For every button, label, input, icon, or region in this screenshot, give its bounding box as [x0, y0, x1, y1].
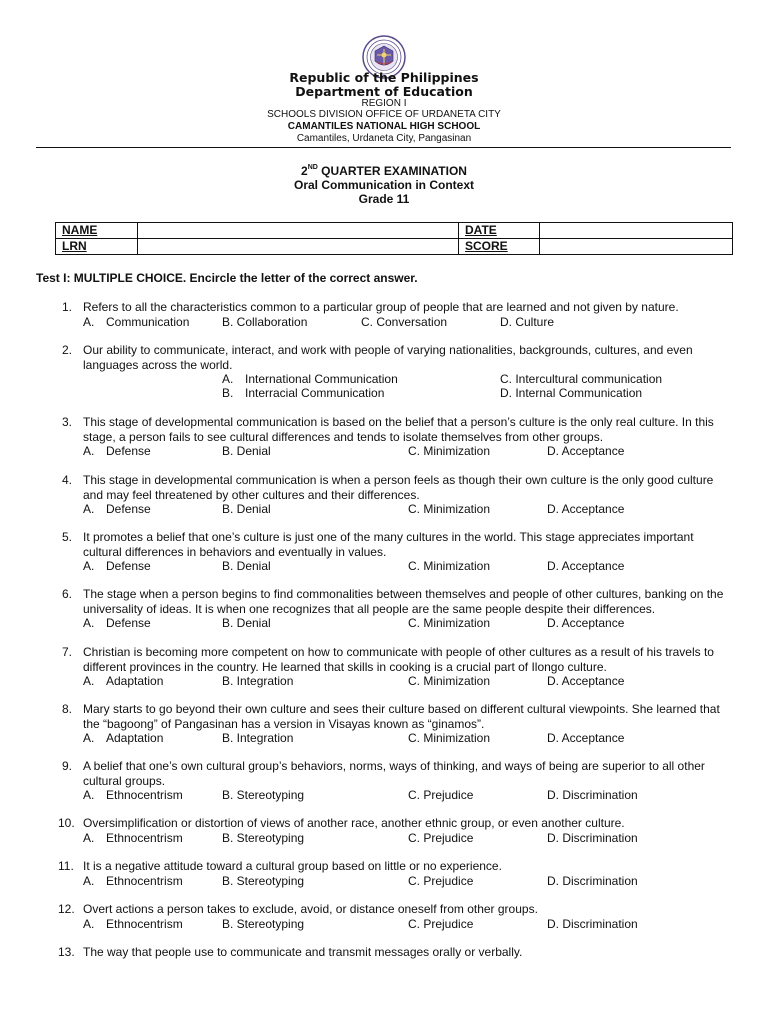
question-number: 13. [58, 945, 75, 959]
option-a[interactable] [83, 559, 151, 574]
question-text: The way that people use to communicate and transmit messages orally or verbally. [83, 945, 523, 959]
option-d[interactable]: D. Discrimination [547, 916, 638, 931]
answer-options [0, 502, 768, 517]
header-division: SCHOOLS DIVISION OFFICE OF URDANETA CITY [267, 109, 501, 120]
option-b[interactable]: B. Denial [222, 443, 271, 458]
option-a-letter: A. [83, 501, 95, 516]
question-number: 3. [61, 415, 72, 429]
option-a-text: Defense [106, 558, 151, 573]
option-b[interactable]: B. Denial [222, 615, 271, 630]
option-d[interactable]: D. Culture [500, 314, 555, 329]
student-info-table [55, 222, 733, 255]
question-text: This stage of developmental communication is based on the belief that a person’s culture is the only real culture. In this stage, a person fails to see cultural differences and tends to isolate themselves from other groups. [83, 415, 714, 444]
question-text: Mary starts to go beyond their own culture and sees their culture based on different cultural viewpoints. She learned that the “bagoong” of Pangasinan has a version in Visayas known as “ginamos”. [83, 702, 720, 731]
option-b[interactable]: B. Denial [222, 558, 271, 573]
answer-options [0, 372, 768, 387]
option-a-text: Defense [106, 443, 151, 458]
option-a-text: Ethnocentrism [106, 873, 183, 888]
option-c[interactable]: C. Minimization [408, 443, 491, 458]
exam-subject: Oral Communication in Context [293, 178, 474, 192]
option-b[interactable] [222, 386, 384, 401]
header-republic: Republic of the Philippines [289, 70, 479, 85]
question-text: This stage in developmental communication is when a person feels as though their own culture is the only good culture and may feel threatened by other cultures and their differences. [83, 473, 714, 502]
option-a[interactable] [83, 444, 151, 459]
answer-options [0, 831, 768, 846]
option-d[interactable]: D. Acceptance [547, 673, 625, 688]
option-d[interactable]: D. Discrimination [547, 873, 638, 888]
option-c[interactable]: C. Prejudice [408, 873, 474, 888]
option-c[interactable]: C. Conversation [361, 314, 448, 329]
question-number: 7. [61, 645, 72, 659]
question-text: Overt actions a person takes to exclude, avoid, or distance oneself from other groups. [83, 902, 538, 916]
score-field[interactable] [540, 239, 733, 255]
question-number: 1. [61, 300, 72, 314]
option-b[interactable]: B. Integration [222, 673, 294, 688]
answer-options [0, 315, 768, 330]
question-text: The stage when a person begins to find commonalities between themselves and people of other cultures, banking on the universality of ideas. It is when one recognizes that all people are the same people despite their differences. [83, 587, 724, 616]
option-a-text: Adaptation [106, 673, 164, 688]
quarter-number: 2 [301, 164, 308, 178]
score-label: SCORE [459, 239, 540, 255]
option-a[interactable] [83, 831, 183, 846]
question-number: 5. [61, 530, 72, 544]
answer-options [0, 616, 768, 631]
option-a-text: Ethnocentrism [106, 830, 183, 845]
option-c[interactable]: C. Minimization [408, 673, 491, 688]
option-a-letter: A. [83, 443, 95, 458]
info-row-lrn [56, 239, 733, 255]
header-region: REGION I [361, 98, 407, 109]
option-c[interactable]: C. Minimization [408, 501, 491, 516]
option-a[interactable] [83, 917, 183, 932]
option-a[interactable] [83, 788, 183, 803]
question-number: 9. [61, 759, 72, 773]
option-b[interactable]: B. Stereotyping [222, 830, 305, 845]
exam-grade: Grade 11 [358, 192, 410, 206]
option-a-letter: A. [83, 730, 95, 745]
option-a-letter: A. [83, 830, 95, 845]
answer-options [0, 559, 768, 574]
question-number: 2. [61, 343, 72, 357]
option-a[interactable] [83, 731, 163, 746]
option-b-letter: B. [222, 386, 234, 400]
quarter-label: QUARTER EXAMINATION [317, 164, 467, 178]
answer-options [0, 917, 768, 932]
option-c[interactable]: C. Minimization [408, 558, 491, 573]
answer-options [0, 731, 768, 746]
option-c[interactable]: C. Prejudice [408, 787, 474, 802]
header-department: Department of Education [295, 84, 473, 99]
option-b[interactable]: B. Stereotyping [222, 916, 305, 931]
option-d[interactable]: D. Internal Communication [500, 386, 643, 400]
option-a-letter: A. [83, 873, 95, 888]
option-d[interactable]: D. Discrimination [547, 830, 638, 845]
question-text: It promotes a belief that one’s culture is just one of the many cultures in the world. This stage appreciates important cultural differences in behaviors and eventually in values. [83, 530, 694, 559]
option-a-letter: A. [83, 787, 95, 802]
option-b[interactable]: B. Integration [222, 730, 294, 745]
question-text: It is a negative attitude toward a cultural group based on little or no experience. [83, 859, 502, 873]
question-text: Oversimplification or distortion of views of another race, another ethnic group, or even another culture. [83, 816, 625, 830]
option-a-letter: A. [83, 916, 95, 931]
header-address: Camantiles, Urdaneta City, Pangasinan [296, 133, 472, 144]
option-b[interactable]: B. Denial [222, 501, 271, 516]
quarter-ordinal: ND [307, 164, 318, 171]
option-d[interactable]: D. Acceptance [547, 615, 625, 630]
option-a-letter: A. [83, 615, 95, 630]
option-d[interactable]: D. Acceptance [547, 558, 625, 573]
question-number: 8. [61, 702, 72, 716]
question-number: 12. [58, 902, 75, 916]
option-d[interactable]: D. Acceptance [547, 501, 625, 516]
option-a-text: Defense [106, 501, 151, 516]
option-b[interactable]: B. Collaboration [222, 314, 308, 329]
option-c[interactable]: C. Minimization [408, 730, 491, 745]
option-a-text: Ethnocentrism [106, 787, 183, 802]
name-label: NAME [56, 223, 138, 239]
option-a-text: Adaptation [106, 730, 164, 745]
question-number: 4. [61, 473, 72, 487]
option-b[interactable]: B. Stereotyping [222, 787, 305, 802]
answer-options [0, 874, 768, 889]
option-a-text: Defense [106, 615, 151, 630]
option-d[interactable]: D. Discrimination [547, 787, 638, 802]
question-number: 11. [58, 859, 74, 873]
lrn-label: LRN [56, 239, 138, 255]
test-heading: Test I: MULTIPLE CHOICE. Encircle the letter of the correct answer. [36, 271, 418, 285]
option-a[interactable] [83, 502, 151, 517]
option-a[interactable] [222, 372, 398, 387]
option-a[interactable] [83, 874, 183, 889]
date-field[interactable] [540, 223, 733, 239]
name-field[interactable] [138, 223, 459, 239]
answer-options [0, 386, 768, 401]
exam-title [0, 164, 768, 177]
option-a[interactable] [83, 674, 163, 689]
option-c[interactable]: C. Intercultural communication [500, 371, 663, 386]
info-row-name [56, 223, 733, 239]
option-d[interactable]: D. Acceptance [547, 730, 625, 745]
option-c[interactable]: C. Minimization [408, 615, 491, 630]
option-a-text: Communication [106, 314, 190, 329]
option-a-text: Ethnocentrism [106, 916, 183, 931]
option-b[interactable]: B. Stereotyping [222, 873, 305, 888]
option-c[interactable]: C. Prejudice [408, 916, 474, 931]
option-b-text: Interracial Communication [245, 386, 385, 400]
option-a[interactable] [83, 616, 151, 631]
option-a-text: International Communication [245, 371, 398, 386]
answer-options [0, 674, 768, 689]
answer-options [0, 788, 768, 803]
answer-options [0, 444, 768, 459]
option-d[interactable]: D. Acceptance [547, 443, 625, 458]
question-number: 10. [58, 816, 75, 830]
option-a-letter: A. [83, 673, 95, 688]
lrn-field[interactable] [138, 239, 459, 255]
date-label: DATE [459, 223, 540, 239]
option-a-letter: A. [83, 558, 95, 573]
option-a-letter: A. [222, 371, 234, 386]
question-text: A belief that one’s own cultural group’s behaviors, norms, ways of thinking, and ways of being are superior to all other cultural groups. [83, 759, 705, 788]
question-number: 6. [61, 587, 72, 601]
question-text: Our ability to communicate, interact, and work with people of varying nationalities, backgrounds, cultures, and even languages across the world. [83, 343, 693, 372]
option-c[interactable]: C. Prejudice [408, 830, 474, 845]
question-text: Refers to all the characteristics common to a particular group of people that are learned and not given by nature. [83, 300, 679, 314]
question-text: Christian is becoming more competent on how to communicate with people of other cultures as a result of his travels to different provinces in the country. He learned that skills in cooking is a crucial part of Ilongo culture. [83, 645, 714, 674]
header-divider [36, 147, 731, 148]
header-school: CAMANTILES NATIONAL HIGH SCHOOL [287, 121, 481, 132]
option-a-letter: A. [83, 314, 95, 329]
option-a[interactable] [83, 315, 189, 330]
